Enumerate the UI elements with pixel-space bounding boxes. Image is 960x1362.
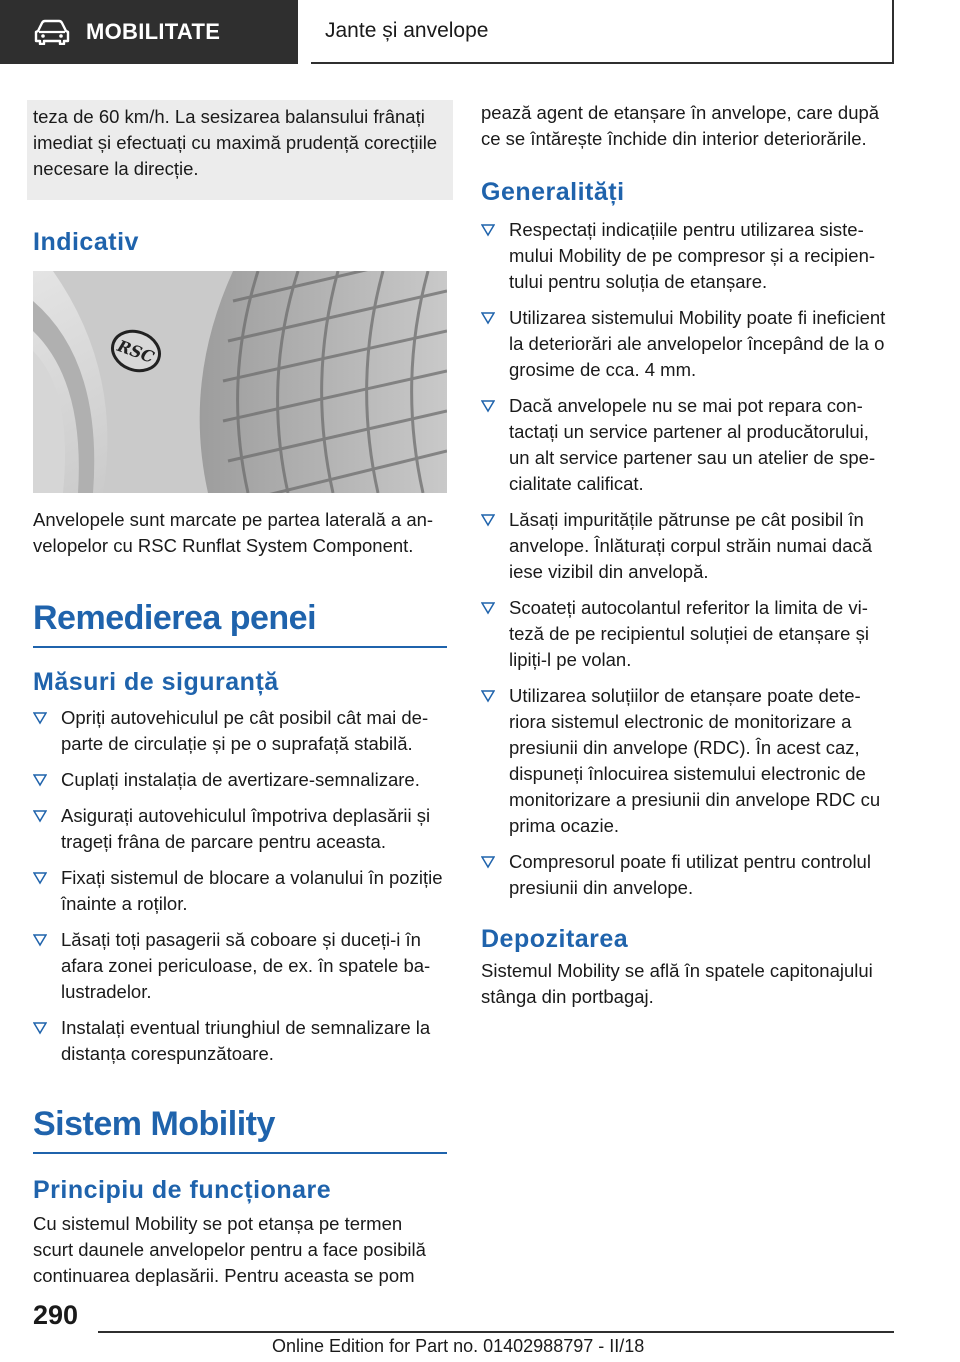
principiu-text: Cu sistemul Mobility se pot etanșa pe termen scurt daunele anvelopelor pentru a face posibilă continuarea deplasării. Pentru aceasta se pom [33,1213,426,1286]
generalitati-list [481,217,891,901]
section-tab [0,0,298,64]
list-item-text: Utilizarea sistemului Mobility poate fi ineficient la deteriorări ale anvelopelor începând de la o grosime de cca. 4 mm. [509,307,886,380]
section-title: MOBILITATE [86,19,221,44]
right-column [481,100,891,1010]
list-item [33,705,447,757]
chapter-title: Jante și anvelope [325,19,489,42]
sistem-mobility-heading: Sistem Mobility [33,1105,447,1154]
triangle-bullet-icon [481,689,495,703]
list-item-text: Opriți autovehiculul pe cât posibil cât mai departe de circulație și pe o suprafață stabilă. [61,707,429,754]
depozitarea-heading: Depozitarea [481,925,629,953]
triangle-bullet-icon [33,1021,47,1035]
chapter-tab [311,0,894,64]
list-item [33,865,447,917]
list-item-text: Respectați indicațiile pentru utilizarea sistemului Mobility de pe compresor și a recipientului pentru soluția de etanșare. [509,219,876,292]
remedierea-heading: Remedierea penei [33,599,447,648]
indicativ-heading: Indicativ [33,228,139,256]
triangle-bullet-icon [481,601,495,615]
list-item [481,393,891,497]
note-box [27,100,453,200]
triangle-bullet-icon [481,513,495,527]
left-column [33,100,447,1289]
edition-note: Online Edition for Part no. 01402988797 - II/18 [272,1336,645,1356]
list-item [33,767,447,793]
list-item [481,849,891,901]
triangle-bullet-icon [33,871,47,885]
car-icon [34,19,70,45]
list-item-text: Lăsați toți pasagerii să coboare și duceți-i în afara zonei periculoase, de ex. în spatele balustradelor. [61,929,431,1002]
tire-sidewall-image [33,271,447,493]
triangle-bullet-icon [33,773,47,787]
footer-divider [98,1331,894,1333]
list-item-text: Cuplați instalația de avertizare-semnalizare. [61,769,420,790]
list-item [33,803,447,855]
triangle-bullet-icon [481,399,495,413]
image-caption: Anvelopele sunt marcate pe partea laterală a anvelopelor cu RSC Runflat System Component. [33,509,434,556]
note-text: teza de 60 km/h. La sesizarea balansului frânați imediat și efectuați cu maximă prudență corecțiile necesare la direcție. [33,106,438,179]
list-item-text: Asigurați autovehiculul împotriva deplasării și trageți frâna de parcare pentru aceasta. [61,805,431,852]
depozitarea-text: Sistemul Mobility se află în spatele capitonajului stânga din portbagaj. [481,960,873,1007]
principiu-heading: Principiu de funcționare [33,1176,332,1204]
list-item-text: Fixați sistemul de blocare a volanului în poziție înainte a roților. [61,867,443,914]
list-item-text: Scoateți autocolantul referitor la limita de viteză de pe recipientul soluției de etanșare și lipiți-l pe volan. [509,597,869,670]
triangle-bullet-icon [481,223,495,237]
masuri-list [33,705,447,1067]
list-item [33,1015,447,1067]
list-item [33,927,447,1005]
list-item-text: Instalați eventual triunghiul de semnalizare la distanța corespunzătoare. [61,1017,431,1064]
list-item [481,507,891,585]
list-item-text: Dacă anvelopele nu se mai pot repara contactați un service partener al producătorului, un alt service partener sau un atelier de specialitate calificat. [509,395,876,494]
list-item-text: Utilizarea soluțiilor de etanșare poate deteriora sistemul electronic de monitorizare a presiunii din anvelope (RDC). În acest caz, dispuneți înlocuirea sistemului electronic de monitorizare a presiunii din anvelope RDC cu prima ocazie. [509,685,881,836]
list-item [481,595,891,673]
list-item [481,305,891,383]
page-number: 290 [33,1300,79,1330]
generalitati-heading: Generalități [481,178,625,206]
continuation-text: pează agent de etanșare în anvelope, care după ce se întărește închide din interior deteriorările. [481,102,880,149]
list-item-text: Compresorul poate fi utilizat pentru controlul presiunii din anvelope. [509,851,871,898]
triangle-bullet-icon [481,311,495,325]
list-item [481,217,891,295]
page-header [0,0,960,66]
triangle-bullet-icon [33,711,47,725]
svg-text:RSC: RSC [114,336,157,367]
triangle-bullet-icon [33,809,47,823]
masuri-heading: Măsuri de siguranță [33,668,279,696]
triangle-bullet-icon [33,933,47,947]
list-item-text: Lăsați impuritățile pătrunse pe cât posibil în anvelope. Înlăturați corpul străin numai dacă iese vizibil din anvelopă. [509,509,873,582]
list-item [481,683,891,839]
triangle-bullet-icon [481,855,495,869]
